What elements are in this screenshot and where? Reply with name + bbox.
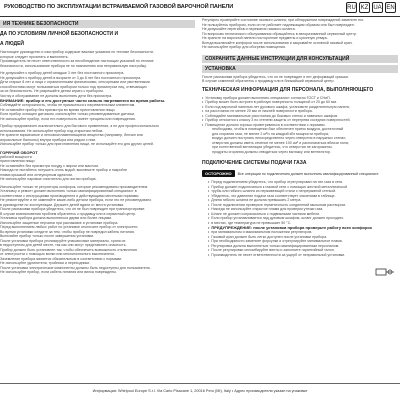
text-line: • Установку прибора должен выполнять специалист согласно ГОСТ и СНиП. (202, 96, 398, 101)
text-line: После распаковки прибора убедитесь, что он не был поврежден при транспортировке. (0, 207, 146, 211)
text-line: Не используйте прибор для обогрева помещения. (202, 45, 286, 49)
text-line: В случае сомнений обратитесь к продавцу или в ближайший сервисный центр. (202, 79, 335, 83)
text-line: • При необходимости замените форсунки и отрегулируйте минимальное пламя. (208, 239, 398, 244)
text-line: Установку и ремонт должен выполнять только квалифицированный специалист в (0, 189, 137, 193)
text-line: • Никогда не используйте открытое пламя для проверки утечки газа. (208, 207, 398, 212)
text-line: воздух должен поступать непосредственно через отверстия в наружных стенах; (212, 136, 347, 140)
ventilation-text (202, 127, 398, 154)
text-line: Не оставляйте без присмотра посуду с жиром или маслом. (0, 163, 99, 168)
text-line: • После регулировки опломбируйте винты и заполните гарантийный талон. (208, 248, 398, 253)
text-line: способностями могут пользоваться прибором только под присмотром лиц, отвечающих (0, 84, 147, 89)
text-line: при естественной вентиляции убедитесь, что отверстия не загорожены; (212, 145, 333, 149)
text-line: • Регулировка должна выполняться только квалифицированным персоналом. (208, 244, 398, 249)
text-line: По вопросам технического обслуживания обращайтесь в авторизованный сервисный центр. (202, 31, 357, 36)
text-line: продукты сгорания должны отводиться через вытяжку или вентилятор. (212, 149, 331, 154)
section-heading-save: СОХРАНИТЕ ДАННЫЕ ИНСТРУКЦИИ ДЛЯ КОНСУЛЬТАЦИЙ (202, 55, 398, 63)
section-heading-personal: ДА ПО УСЛОВИЯМ ЛИЧНОЙ БЕЗОПАСНОСТИ И (0, 31, 119, 37)
right-column (202, 18, 398, 382)
text-line: После распаковки прибора убедитесь, что он не поврежден и нет деформаций крышки. (202, 74, 349, 79)
text-line: Соблюдайте осторожность, чтобы не прикасаться к нагревательным элементам. (0, 103, 136, 107)
text-line: необходимо, чтобы в помещении был обеспечен приток воздуха, достаточный (212, 127, 344, 131)
right-intro-text (202, 18, 398, 50)
page-header (0, 0, 400, 18)
text-line: • при минимальном и максимальном положении регуляторов. (208, 230, 398, 235)
language-icon: UA (372, 2, 383, 13)
warning-notice (202, 170, 398, 177)
text-line: для сгорания газа, не менее 2 м³/ч на каждый кВт мощности прибора; (212, 131, 329, 136)
page-footer (0, 383, 400, 400)
text-line: в недоступном для детей месте, так как они могут представлять опасность. (0, 243, 127, 247)
gas-connection-text (202, 180, 398, 257)
text-line: Всегда выключайте конфорки после использования и закрывайте основной газовый кран. (202, 40, 353, 45)
text-line: Перед выполнением любых работ по установке отключите прибор от электросети. (0, 225, 139, 229)
text-line: После установки электрические компоненты должны быть недоступны для пользователя. (0, 265, 151, 270)
text-line: отверстия должны иметь сечение не менее 100 см² и располагаться вблизи пола; (212, 140, 349, 145)
text-line: • Если прибор устанавливается над духовым шкафом, шланг должен проходить (208, 216, 398, 221)
text-line: • Прибор должен подключаться к газовой сети с помощью жесткой металлической (208, 185, 398, 190)
install-text (202, 75, 398, 84)
left-column (0, 18, 195, 382)
text-line: Не храните взрывчатые и легковоспламеняющиеся вещества (например, бензин или (0, 133, 143, 137)
left-body-text (0, 50, 195, 275)
text-line: Не используйте прибор, если кабель питания или вилка повреждены. (0, 270, 117, 274)
text-line: пламя крышкой или огнеупорным одеялом. (0, 172, 73, 177)
text-line: • Прибор относится к классу 3 по степени защиты от перегрева соседних поверхностей. (202, 118, 398, 123)
document-title: РУКОВОДСТВО ПО ЭКСПЛУАТАЦИИ ВСТРАИВАЕМОЙ ГАЗОВОЙ ВАРОЧНОЙ ПАНЕЛИ (4, 4, 234, 10)
text-line: После установки прибора утилизируйте упаковочные материалы, храня их (0, 238, 126, 243)
text-line: рабочей мощности (0, 154, 32, 159)
text-line: Прибор предназначен исключительно для бытового применения, а не для профессионального (0, 124, 160, 128)
section-heading-safety: ИЯ ТЕХНИКЕ БЕЗОПАСНОСТИ (0, 20, 195, 28)
text-line: в руководстве по эксплуатации. Держите детей вдали от места установки. (0, 202, 125, 207)
section-heading-tech: ТЕХНИЧЕСКАЯ ИНФОРМАЦИЯ ДЛЯ ПЕРСОНАЛА, ВЫПОЛНЯЮЩЕГО (202, 86, 374, 93)
text-line: • Если под варочной панелью нет духового шкафа, установите разделительную панель (202, 105, 398, 110)
section-heading-install: УСТАНОВКА (202, 65, 398, 73)
footer-rule (0, 383, 400, 384)
text-line: Используйте прибор только для приготовления пищи, не используйте его для других целей. (0, 142, 154, 146)
section-heading-gas: ПОДКЛЮЧЕНИЕ СИСТЕМЫ ПОДАЧИ ГАЗА (202, 160, 307, 166)
text-line: Не пользуйтесь прибором, если он не работает надлежащим образом или был поврежден. (202, 22, 355, 27)
language-icon: RU (346, 2, 357, 13)
text-line: Настоящее руководство и сам прибор содержат важные указания по технике безопасности, (0, 50, 154, 54)
warning-text: Все операции по подключению должен выполнять квалифицированный специалист. (237, 171, 379, 176)
warning-label: ОСТОРОЖНО (202, 170, 235, 177)
text-line: Регулярно проверяйте состояние газового шланга; при обнаружении повреждений замените его. (202, 18, 365, 22)
text-line: Не допускайте к прибору детей младше 3 лет без постоянного присмотра. (0, 71, 125, 75)
text-line: Не оставляйте прибор без присмотра во время приготовления пищи. (0, 107, 116, 112)
text-line: Прибор должен быть установлен так, чтобы обеспечить возможность отключения (0, 247, 137, 252)
text-line: Установка прибора должна выполняться двумя или более лицами. (0, 216, 113, 220)
text-line: Используйте защитные перчатки при распаковке и установке прибора. (0, 220, 119, 225)
text-line: аэрозольные баллоны) внутри прибора или рядом с ним. (0, 137, 97, 142)
footer-text: Информация: Whirlpool Europe S.r.l. Via Carlo Pisacane 1, 20016 Pero (MI), Italy • Адрес производителя указан на упаковке (92, 389, 308, 393)
text-line: Не ремонтируйте и не заменяйте какие-либо детали прибора, если это не рекомендовано (0, 198, 152, 202)
text-line: Производитель не несет ответственности за несоблюдение настоящих указаний по технике (0, 59, 154, 63)
text-line: Дети старше 8 лет и лица с ограниченными физическими, сенсорными или умственными (0, 80, 150, 84)
text-line: Если прибор оснащен датчиком, используйте только рекомендованные датчики. (0, 112, 136, 116)
text-line: • Убедитесь, что давление подачи газа соответствует значениям в таблице. (208, 194, 398, 199)
text-line: ВНИМАНИЕ: прибор и его доступные части сильно нагреваются во время работы. (0, 98, 166, 103)
text-line: Не используйте прибор, если его поверхность имеет трещины или повреждения. (0, 116, 136, 121)
text-line: • Соблюдайте минимальные расстояния до боковых стенок и навесных шкафов. (202, 114, 398, 119)
text-line: • Производитель не несет ответственности за ущерб от неправильной установки. (208, 253, 398, 258)
text-line: Чистку и обслуживание не должны выполнять дети без присмотра. (0, 93, 113, 98)
text-line: • Шланг не должен соприкасаться с подвижными частями мебели. (208, 212, 398, 217)
text-line: Используйте только те регуляторы конфорок, которые рекомендованы производителем. (0, 184, 149, 189)
language-icon: EN (385, 2, 396, 13)
gas-pipe-diagram-icon (375, 265, 395, 279)
text-line: Не используйте паровые очистители для чистки прибора. (0, 177, 97, 181)
text-line: Не храните на варочной панели посторонние предметы и кухонную утварь. (202, 36, 329, 40)
text-line: от электросети с помощью вилки или многополюсного выключателя. (0, 252, 115, 256)
text-line: приготовления пищи (0, 159, 35, 163)
text-line: безопасности, использование прибора не по назначению или неправильную настройку. (0, 63, 147, 68)
text-line: которые следует прочитать и выполнять. (0, 54, 69, 59)
text-line: • трубы или гибкого шланга из нержавеющей стали с непрерывной стенкой. (208, 189, 398, 194)
text-line: • Длина гибкого шланга не должна превышать 2 метра. (208, 198, 398, 203)
text-line: соответствии с инструкциями производителя и действующими местными нормами. (0, 193, 140, 198)
text-line: Не используйте удлинители, тройники и переходники. (0, 261, 91, 265)
text-line: • Помещение должно хорошо проветриваться в соответствии с нормами. (202, 123, 398, 128)
text-line: Включайте прибор только после завершения установки. (0, 234, 95, 238)
text-line: • на расстоянии не менее 20 мм от нижней поверхности прибора. (202, 109, 398, 114)
section-heading-personal-cont: А ЛЮДЕЙ (0, 41, 25, 47)
text-line: • После подключения проверьте герметичность соединений мыльным раствором. (208, 203, 398, 208)
text-line: • Прибор может быть встроен в рабочую поверхность толщиной от 20 до 60 мм. (202, 100, 398, 105)
text-line: за их безопасность. Не разрешайте детям играть с прибором. (0, 89, 104, 93)
language-icon: KZ (359, 2, 370, 13)
text-line: • Газовый кран должен быть легко доступен после установки прибора. (208, 235, 398, 240)
text-line: Не допускайте перегибов и пережатия газового шланга. (202, 27, 296, 31)
text-line: Не допускайте к прибору детей в возрасте от 3 до 8 лет без постоянного присмотра. (0, 75, 142, 80)
language-icons (346, 2, 396, 13)
text-line: использования. Не используйте прибор под открытым небом. (0, 128, 104, 133)
tech-text (202, 96, 398, 128)
text-line: В случае возникновения проблем обратитесь к продавцу или в сервисный центр. (0, 211, 137, 216)
header-rule (0, 16, 400, 17)
text-line: ГОРЯЧИЙ ОБОРОТ (0, 149, 38, 155)
text-line: • ПРЕДУПРЕЖДЕНИЕ: после установки прибора проверьте работу всех конфорок (208, 225, 398, 230)
text-line: Никогда не пытайтесь потушить огонь водой: выключите прибор и накройте (0, 168, 128, 172)
text-line: Во время установки следите за тем, чтобы прибор не повредил кабель питания. (0, 229, 135, 234)
text-line: • в местах, где температура не превышает 50 °C. (208, 221, 398, 226)
text-line: • Перед подключением убедитесь, что прибор отрегулирован на тип газа в сети. (208, 180, 398, 185)
text-line: Заземление прибора является обязательным в соответствии с нормами. (0, 256, 123, 261)
